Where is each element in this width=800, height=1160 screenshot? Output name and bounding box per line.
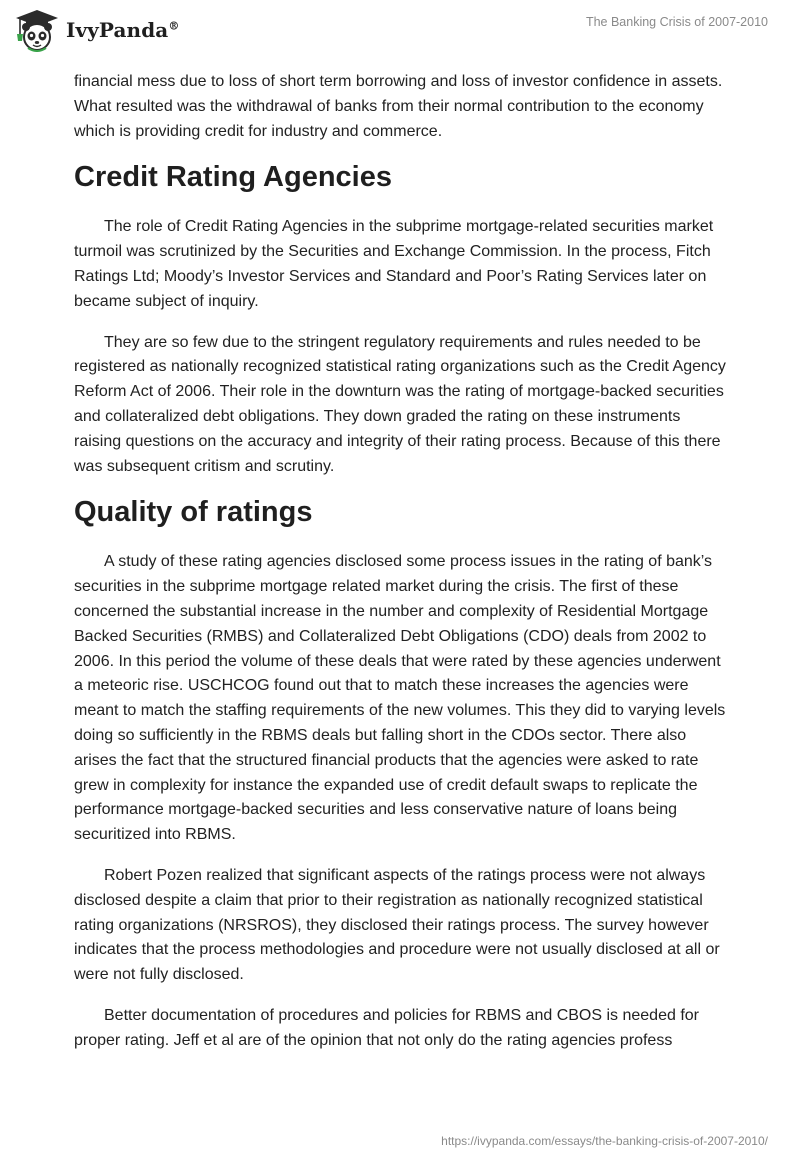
paragraph: The role of Credit Rating Agencies in the subprime mortgage-related securities market turmoil was scrutinized by the Securities and Exchange Commission. In the process, Fitch Ratings Ltd; Moody’s Investor Services and Standard and Poor’s Rating Services later on became subject of inquiry. <box>74 218 714 310</box>
ivypanda-logo[interactable] <box>14 8 179 52</box>
page-header <box>0 0 800 64</box>
panda-graduate-icon <box>14 8 60 52</box>
paragraph: Better documentation of procedures and policies for RBMS and CBOS is needed for proper rating. Jeff et al are of the opinion that not only do the rating agencies profess <box>74 1006 699 1049</box>
brand-name: IvyPanda® <box>66 18 180 42</box>
paragraph: A study of these rating agencies disclosed some process issues in the rating of bank’s securities in the subprime mortgage related market during the crisis. The first of these concerned the substantial increase in the number and complexity of Residential Mortgage Backed Securities (RMBS) and Collateralized Debt Obligations (CDO) deals from 2002 to 2006. In this period the volume of these deals that were rated by these agencies underwent a meteoric rise. USCHCOG found out that to match these increases the agencies were meant to match the staffing requirements of the new volumes. This they did to varying levels doing so sufficiently in the RBMS deals but falling short in the CDOs sector. There also arises the fact that the structured financial products that the agencies were asked to rate grew in complexity for instance the expanded use of credit default swaps to replicate the performance mortgage-backed securities and less conservative nature of loans being securitized into RBMS. <box>74 553 726 844</box>
section-heading-quality-of-ratings: Quality of ratings <box>74 496 313 529</box>
intro-paragraph: financial mess due to loss of short term borrowing and loss of investor confidence in assets. What resulted was the withdrawal of banks from their normal contribution to the economy which is providing credit for industry and commerce. <box>74 73 723 140</box>
paragraph: They are so few due to the stringent regulatory requirements and rules needed to be registered as nationally recognized statistical rating organizations such as the Credit Agency Reform Act of 2006. Their role in the downturn was the rating of mortgage-backed securities and collateralized debt obligations. They down graded the rating on these instruments raising questions on the accuracy and integrity of their rating process. Because of this there was subsequent critism and scrutiny. <box>74 333 726 475</box>
document-title: The Banking Crisis of 2007-2010 <box>585 15 768 29</box>
source-url[interactable]: https://ivypanda.com/essays/the-banking-crisis-of-2007-2010/ <box>441 1134 768 1148</box>
section-heading-credit-rating-agencies: Credit Rating Agencies <box>74 161 392 194</box>
essay-content <box>74 70 728 1070</box>
paragraph: Robert Pozen realized that significant aspects of the ratings process were not always disclosed despite a claim that prior to their registration as nationally recognized statistical rating organizations (NRSROS), they disclosed their ratings process. The survey however indicates that the process methodologies and procedure were not usually disclosed at all or were not fully disclosed. <box>74 866 720 984</box>
